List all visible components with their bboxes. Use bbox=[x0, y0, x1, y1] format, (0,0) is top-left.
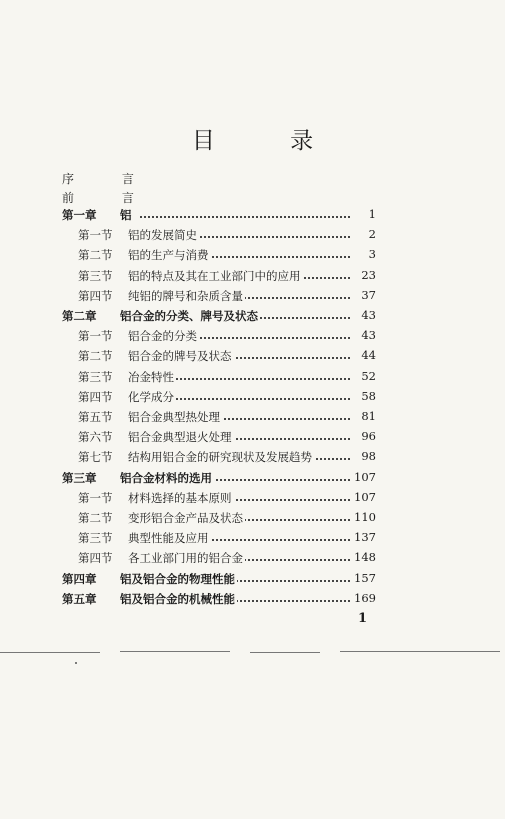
toc-chapter-row bbox=[0, 571, 505, 589]
toc-entry-label: 第五章 bbox=[62, 592, 97, 606]
toc-entry-label: 第二节 bbox=[78, 511, 113, 525]
toc-entry-label: 第四节 bbox=[78, 551, 113, 565]
scan-edge-line bbox=[0, 652, 100, 653]
toc-entry-label: 第二节 bbox=[78, 349, 113, 363]
toc-chapter-row bbox=[0, 470, 505, 488]
toc-entry-title: 典型性能及应用 bbox=[128, 531, 209, 545]
toc-entry-title: 铝合金的分类 bbox=[128, 329, 197, 343]
toc-entry-page: 52 bbox=[352, 369, 376, 383]
toc-entry-page: 107 bbox=[352, 490, 376, 504]
toc-entry-page: 3 bbox=[352, 247, 376, 261]
toc-entry-title: 铝合金典型退火处理 bbox=[128, 430, 232, 444]
toc-entry-label: 第一章 bbox=[62, 208, 97, 222]
toc-entry-page: 23 bbox=[352, 268, 376, 282]
toc-entry-page: 96 bbox=[352, 429, 376, 443]
toc-entry-page: 1 bbox=[352, 207, 376, 221]
toc-entry-title: 变形铝合金产品及状态 bbox=[128, 511, 243, 525]
toc-section-row bbox=[0, 369, 505, 387]
scan-edge-line bbox=[250, 652, 320, 653]
toc-entry-label: 第一节 bbox=[78, 491, 113, 505]
toc-entry-page: 148 bbox=[352, 550, 376, 564]
toc-section-row bbox=[0, 268, 505, 286]
page-number: 1 bbox=[358, 611, 368, 626]
toc-section-row bbox=[0, 510, 505, 528]
toc-entry-title: 铝的发展简史 bbox=[128, 228, 197, 242]
toc-section-row bbox=[0, 348, 505, 366]
toc-section-row bbox=[0, 449, 505, 467]
toc-chapter-row bbox=[0, 591, 505, 609]
toc-section-row bbox=[0, 247, 505, 265]
toc-entry-label: 第六节 bbox=[78, 430, 113, 444]
toc-entry-label: 第四节 bbox=[78, 289, 113, 303]
toc-section-row bbox=[0, 429, 505, 447]
foreword-entry: 前 言 bbox=[62, 191, 156, 205]
toc-entry-title: 铝及铝合金的物理性能 bbox=[120, 572, 235, 586]
toc-entry-page: 107 bbox=[352, 470, 376, 484]
toc-entry-title: 各工业部门用的铝合金 bbox=[128, 551, 243, 565]
toc-entry-page: 43 bbox=[352, 328, 376, 342]
toc-entry-page: 169 bbox=[352, 591, 376, 605]
toc-entry-label: 第二节 bbox=[78, 248, 113, 262]
toc-entry-page: 157 bbox=[352, 571, 376, 585]
toc-section-row bbox=[0, 288, 505, 306]
toc-entry-title: 结构用铝合金的研究现状及发展趋势 bbox=[128, 450, 312, 464]
toc-entry-label: 第三节 bbox=[78, 370, 113, 384]
toc-chapter-row bbox=[0, 308, 505, 326]
toc-chapter-row bbox=[0, 207, 505, 225]
page-title: 目 录 bbox=[191, 128, 348, 154]
toc-entry-title: 化学成分 bbox=[128, 390, 174, 404]
toc-entry-page: 37 bbox=[352, 288, 376, 302]
toc-entry-label: 第四章 bbox=[62, 572, 97, 586]
toc-section-row bbox=[0, 409, 505, 427]
toc-entry-label: 第二章 bbox=[62, 309, 97, 323]
toc-entry-page: 110 bbox=[352, 510, 376, 524]
toc-section-row bbox=[0, 227, 505, 245]
toc-entry-title: 纯铝的牌号和杂质含量 bbox=[128, 289, 243, 303]
toc-entry-title: 铝合金材料的选用 bbox=[120, 471, 212, 485]
toc-entry-title: 铝及铝合金的机械性能 bbox=[120, 592, 235, 606]
toc-entry-title: 铝 bbox=[120, 208, 132, 222]
toc-entry-page: 137 bbox=[352, 530, 376, 544]
toc-entry-label: 第三章 bbox=[62, 471, 97, 485]
toc-section-row bbox=[0, 389, 505, 407]
toc-entry-title: 材料选择的基本原则 bbox=[128, 491, 232, 505]
toc-section-row bbox=[0, 550, 505, 568]
toc-entry-label: 第七节 bbox=[78, 450, 113, 464]
toc-entry-page: 98 bbox=[352, 449, 376, 463]
leader-dots bbox=[140, 216, 370, 218]
toc-entry-title: 铝合金的分类、牌号及状态 bbox=[120, 309, 258, 323]
toc-entry-title: 铝的生产与消费 bbox=[128, 248, 209, 262]
toc-entry-label: 第一节 bbox=[78, 228, 113, 242]
toc-entry-title: 铝合金的牌号及状态 bbox=[128, 349, 232, 363]
preface-entry: 序 言 bbox=[62, 172, 156, 186]
toc-entry-page: 58 bbox=[352, 389, 376, 403]
toc-entry-title: 铝合金典型热处理 bbox=[128, 410, 220, 424]
scan-speck bbox=[75, 662, 77, 664]
toc-entry-page: 81 bbox=[352, 409, 376, 423]
scan-edge-line bbox=[120, 651, 230, 652]
toc-section-row bbox=[0, 328, 505, 346]
toc-entry-page: 44 bbox=[352, 348, 376, 362]
scan-edge-line bbox=[340, 651, 500, 652]
toc-entry-label: 第四节 bbox=[78, 390, 113, 404]
toc-entry-label: 第一节 bbox=[78, 329, 113, 343]
toc-entry-label: 第三节 bbox=[78, 531, 113, 545]
toc-entry-page: 2 bbox=[352, 227, 376, 241]
toc-entry-title: 铝的特点及其在工业部门中的应用 bbox=[128, 269, 301, 283]
toc-entry-title: 冶金特性 bbox=[128, 370, 174, 384]
toc-entry-label: 第五节 bbox=[78, 410, 113, 424]
toc-entry-label: 第三节 bbox=[78, 269, 113, 283]
toc-entry-page: 43 bbox=[352, 308, 376, 322]
toc-section-row bbox=[0, 490, 505, 508]
toc-section-row bbox=[0, 530, 505, 548]
